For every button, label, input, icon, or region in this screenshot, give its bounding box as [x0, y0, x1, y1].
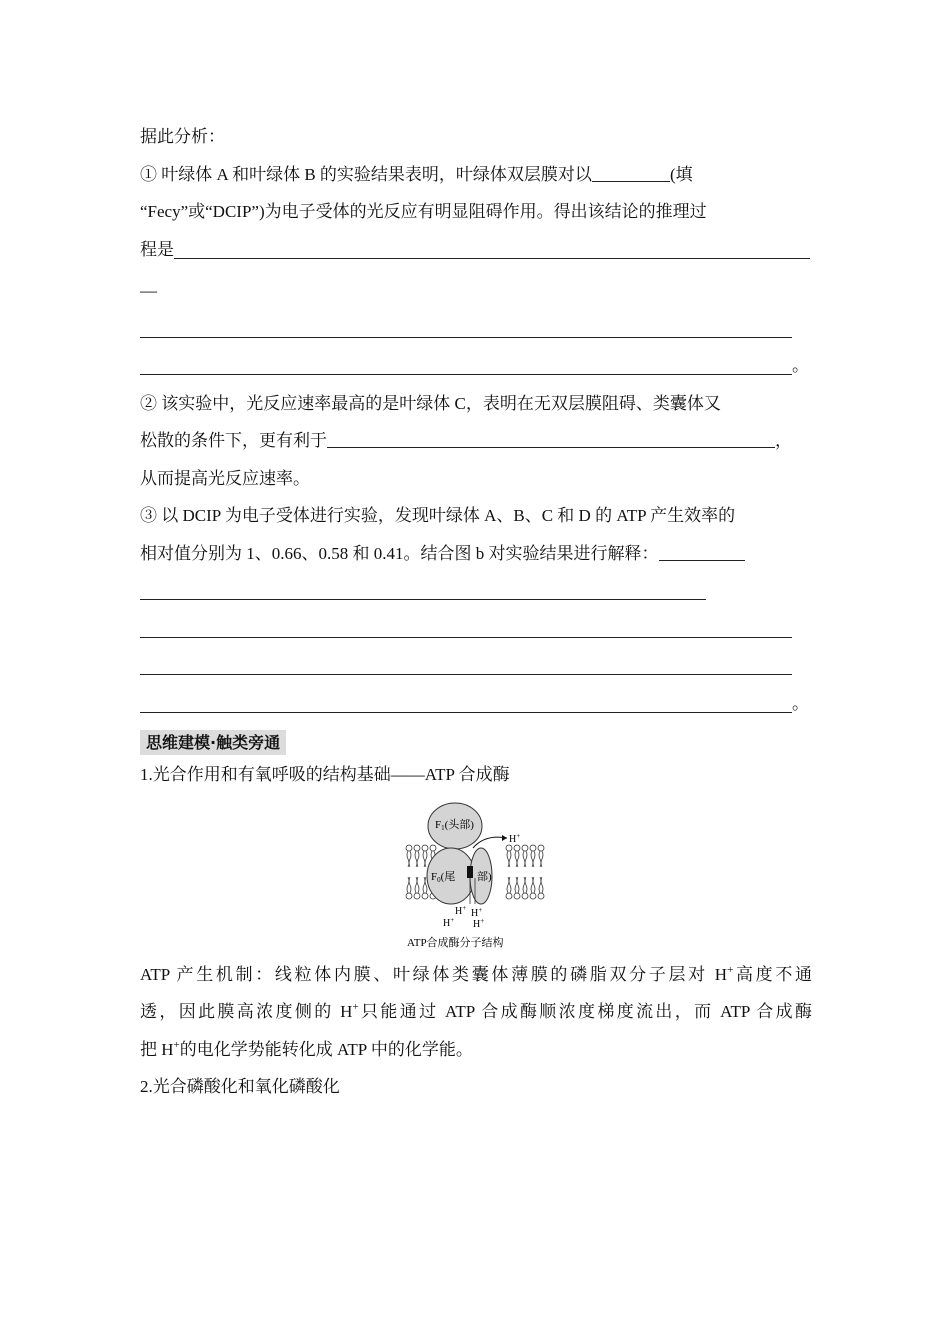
section-item1-title: 1.光合作用和有氧呼吸的结构基础——ATP 合成酶 — [140, 765, 510, 784]
proton-label-3: H+ — [443, 915, 455, 929]
q2-line2-post: ， — [775, 431, 792, 450]
q2-line1: ② 该实验中，光反应速率最高的是叶绿体 C，表明在无双层膜阻碍、类囊体又 — [140, 393, 721, 413]
q1-line1 — [140, 156, 812, 194]
figure-caption: ATP合成酶分子结构 — [407, 936, 504, 949]
q1-reasoning-blank-3[interactable] — [140, 352, 792, 375]
q3-blank-fill-1[interactable] — [659, 540, 745, 561]
q3-line1: ③ 以 DCIP 为电子受体进行实验，发现叶绿体 A、B、C 和 D 的 ATP 产生效率的 — [140, 506, 736, 525]
q1-blank-fill[interactable] — [592, 161, 670, 182]
q3-blank-fill-4[interactable] — [140, 652, 792, 675]
q3-end-mark: 。 — [792, 693, 809, 713]
section-tag-wrap — [140, 722, 812, 756]
atp-synthase-diagram — [395, 796, 555, 956]
document-page — [140, 118, 812, 1106]
q1-line1-text: ① 叶绿体 A 和叶绿体 B 的实验结果表明，叶绿体双层膜对以 — [140, 164, 592, 184]
q3-line2 — [140, 535, 812, 573]
proton-label-top: H+ — [509, 831, 521, 845]
proton-label-1: H+ — [455, 903, 467, 917]
q1-line5 — [140, 310, 812, 348]
q1-line2: “Fecy”或“DCIP”)为电子受体的光反应有明显阻碍作用。得出该结论的推理过 — [140, 202, 707, 221]
q1-end-mark: 。 — [792, 356, 809, 375]
q3-blank-fill-5[interactable] — [140, 690, 792, 713]
f0-label-part2: 部) — [477, 870, 492, 883]
section-item2-title: 2.光合磷酸化和氧化磷酸化 — [140, 1077, 340, 1096]
q2-blank-fill[interactable] — [327, 427, 775, 448]
q1-reasoning-blank-1[interactable] — [174, 236, 810, 259]
q3-line4 — [140, 610, 812, 648]
q3-line3 — [140, 572, 812, 610]
mechanism-line3: 把 H+的电化学势能转化成 ATP 中的化学能。 — [140, 1038, 473, 1059]
q3-line5 — [140, 647, 812, 685]
f1-label: F1(头部) — [435, 818, 474, 832]
section-tag: 思维建模·触类旁通 — [140, 730, 286, 755]
q1-line6 — [140, 347, 812, 385]
mechanism-line2: 透，因此膜高浓度侧的 H+只能通过 ATP 合成酶顺浓度梯度流出，而 ATP 合成酶 — [140, 1001, 812, 1021]
q1-line3-text: 程是 — [140, 239, 174, 259]
q3-blank-fill-2[interactable] — [140, 577, 706, 600]
q3-blank-fill-3[interactable] — [140, 615, 792, 638]
intro-text: 据此分析： — [140, 127, 225, 146]
mechanism-line1: ATP 产生机制：线粒体内膜、叶绿体类囊体薄膜的磷脂双分子层对 H+高度不通 — [140, 963, 812, 984]
q1-line1-post: (填 — [669, 164, 693, 184]
proton-label-2: H+ — [471, 905, 483, 919]
q2-line3: 从而提高光反应速率。 — [140, 468, 310, 488]
proton-channel — [467, 866, 473, 878]
proton-label-4: H+ — [473, 916, 485, 930]
f0-label: F0(尾 — [431, 870, 456, 884]
q3-line2-text: 相对值分别为 1、0.66、0.58 和 0.41。结合图 b 对实验结果进行解释： — [140, 543, 659, 563]
q2-line2-text: 松散的条件下，更有利于 — [140, 431, 327, 450]
q2-line2 — [140, 422, 812, 460]
q3-line6 — [140, 685, 812, 723]
q1-line4: — — [140, 281, 157, 300]
lipid-bilayer-right — [506, 845, 544, 899]
q1-line3 — [140, 231, 812, 269]
q1-reasoning-blank-2[interactable] — [140, 315, 792, 338]
atp-synthase-figure — [140, 796, 812, 956]
